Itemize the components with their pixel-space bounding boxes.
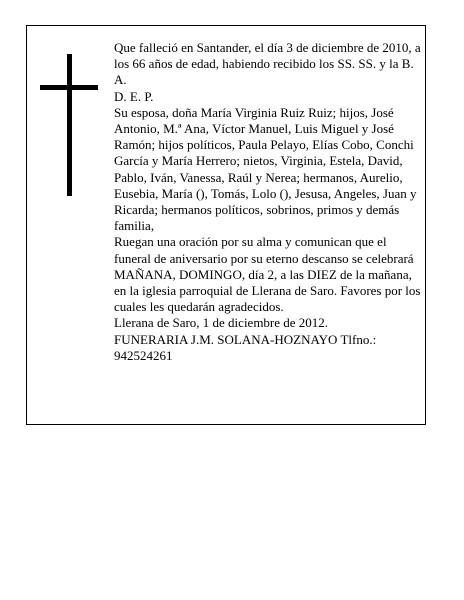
rip-line: D. E. P. — [114, 88, 154, 104]
place-date-line: Llerana de Saro, 1 de diciembre de 2012. — [114, 315, 329, 331]
obituary-text — [114, 40, 426, 364]
request-paragraph: Ruegan una oración por su alma y comunican que el funeral de aniversario por su eterno descanso se celebrará MAÑANA, DOMINGO, día 2, a las DIEZ de la mañana, en la iglesia parroquial de Llerana de Saro. Favores por los cuales les quedarán agradecidos. — [114, 234, 421, 315]
cross-vertical-bar — [67, 54, 72, 196]
funeral-home-line: FUNERARIA J.M. SOLANA-HOZNAYO Tlfno.: 942524261 — [114, 331, 377, 363]
cross-horizontal-bar — [40, 85, 98, 90]
intro-paragraph: Que falleció en Santander, el día 3 de diciembre de 2010, a los 66 años de edad, habiendo recibido los SS. SS. y la B. A. — [114, 40, 421, 88]
obituary-notice — [26, 25, 426, 425]
latin-cross-icon — [40, 54, 98, 196]
family-paragraph: Su esposa, doña María Virginia Ruiz Ruiz; hijos, José Antonio, M.ª Ana, Víctor Manuel, Luis Miguel y José Ramón; hijos políticos, Paula Pelayo, Elías Cobo, Conchi García y María Herrero; nietos, Virginia, Estela, David, Pablo, Iván, Vanessa, Raúl y Nerea; hermanos, Aurelio, Eusebia, María (), Tomás, Lolo (), Jesusa, Angeles, Juan y Ricarda; hermanos políticos, sobrinos, primos y demás familia, — [114, 104, 417, 234]
